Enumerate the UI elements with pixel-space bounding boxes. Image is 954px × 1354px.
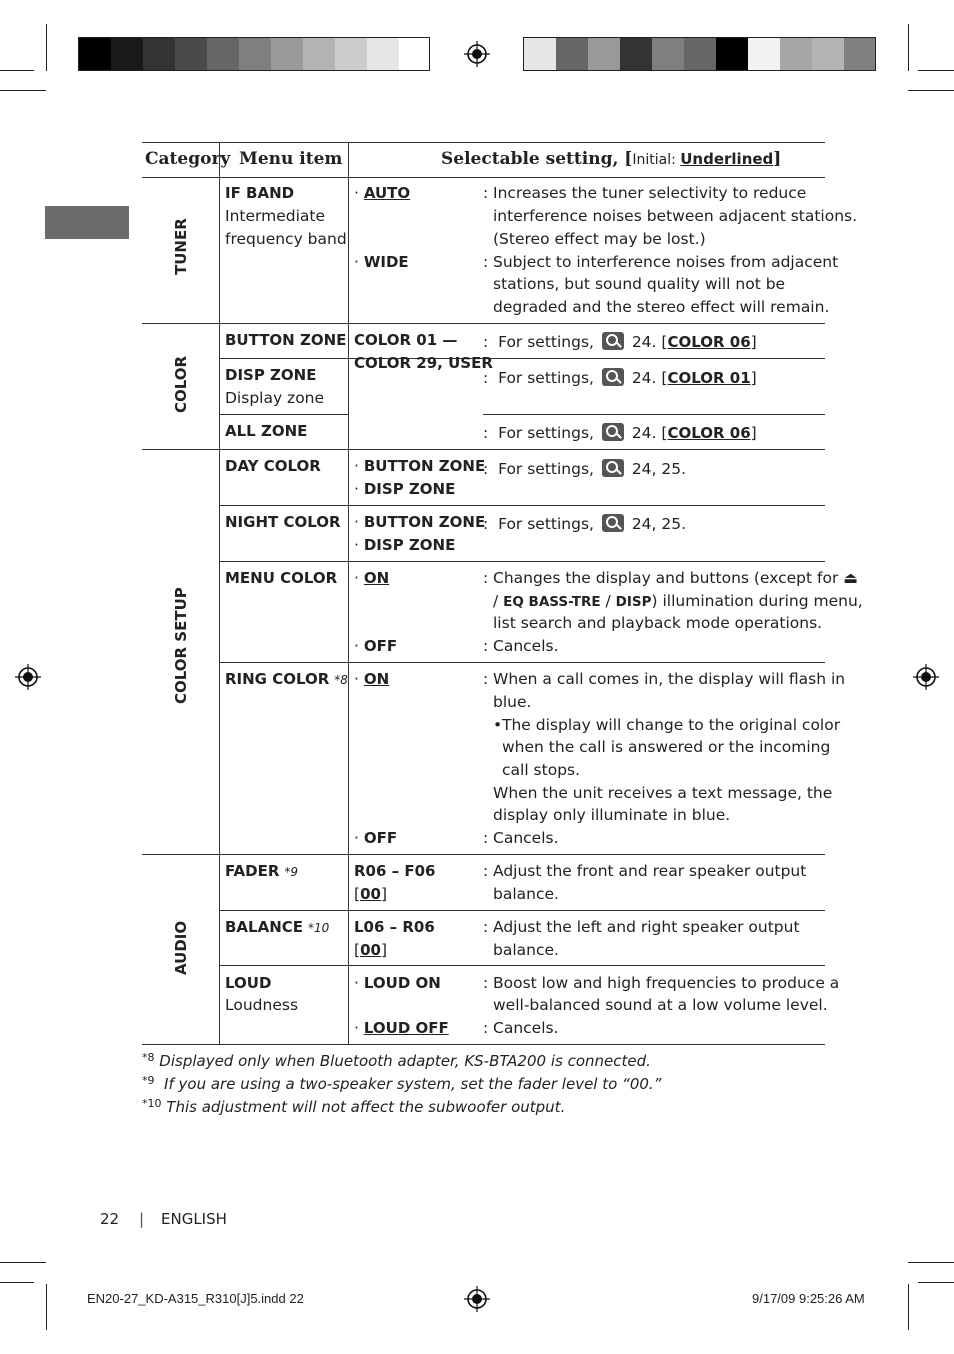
- option-off: · OFF: [354, 637, 398, 655]
- description: Changes the display and buttons (except for ⏏: [493, 569, 858, 587]
- swatch: [367, 38, 399, 70]
- description: list search and playback mode operations.: [493, 614, 823, 632]
- description: The display will change to the original color: [502, 716, 841, 734]
- table-rule: [142, 449, 825, 450]
- magnifier-icon: [602, 368, 624, 386]
- color-range: COLOR 29, USER: [354, 354, 493, 372]
- registration-mark-icon: [464, 1286, 490, 1312]
- page-separator: |: [139, 1210, 145, 1228]
- option-auto: · AUTO: [354, 184, 411, 202]
- column-rule: [219, 142, 220, 1044]
- magnifier-icon: [602, 514, 624, 532]
- description: When the unit receives a text message, the: [493, 784, 833, 802]
- page-language: ENGLISH: [161, 1210, 227, 1228]
- description: balance.: [493, 885, 559, 903]
- menu-item-sub: Intermediate: [225, 207, 326, 225]
- slug-date: 9/17/09 9:25:26 AM: [752, 1291, 865, 1306]
- table-rule: [219, 662, 825, 663]
- swatch: [143, 38, 175, 70]
- eject-icon: ⏏: [843, 569, 858, 587]
- swatch: [620, 38, 652, 70]
- fader-initial: [00]: [354, 885, 387, 903]
- description: Boost low and high frequencies to produce a: [493, 974, 840, 992]
- swatch: [271, 38, 303, 70]
- setting-ref: : For settings, 24. [COLOR 06]: [483, 333, 757, 351]
- table-rule: [219, 965, 825, 966]
- menu-item-all-zone: ALL ZONE: [225, 422, 308, 440]
- table-rule: [483, 414, 825, 415]
- description: When a call comes in, the display will flash in: [493, 670, 846, 688]
- menu-item-sub: Display zone: [225, 389, 325, 407]
- slug-file: EN20-27_KD-A315_R310[J]5.indd 22: [87, 1291, 304, 1306]
- crop-mark: [908, 1284, 909, 1330]
- category-audio: AUDIO: [172, 920, 190, 975]
- table-rule: [142, 1044, 825, 1045]
- option: · DISP ZONE: [354, 480, 456, 498]
- table-rule: [219, 910, 825, 911]
- colon: :: [483, 637, 489, 655]
- menu-item-day-color: DAY COLOR: [225, 457, 321, 475]
- page-number: 22: [100, 1210, 120, 1228]
- crop-mark: [908, 24, 909, 71]
- category-tuner: TUNER: [172, 218, 190, 275]
- swatch: [524, 38, 556, 70]
- swatch: [239, 38, 271, 70]
- colon: :: [483, 918, 489, 936]
- footnote: $^{*10}$ This adjustment will not affect the subwoofer output.: [142, 1097, 566, 1116]
- crop-mark: [918, 1282, 954, 1283]
- description: display only illuminate in blue.: [493, 806, 731, 824]
- menu-item-ring-color: RING COLOR *8: [225, 670, 348, 688]
- swatch: [207, 38, 239, 70]
- category-color: COLOR: [172, 355, 190, 413]
- setting-ref: : For settings, 24. [COLOR 01]: [483, 369, 757, 387]
- magnifier-icon: [602, 423, 624, 441]
- swatch: [812, 38, 844, 70]
- swatch: [780, 38, 812, 70]
- table-rule: [142, 854, 825, 855]
- swatch: [111, 38, 143, 70]
- option: · DISP ZONE: [354, 536, 456, 554]
- crop-mark: [908, 1262, 954, 1263]
- menu-item-balance: BALANCE *10: [225, 918, 330, 936]
- option: · BUTTON ZONE: [354, 457, 486, 475]
- table-rule: [219, 358, 825, 359]
- colon: :: [483, 974, 489, 992]
- swatch: [399, 38, 429, 70]
- crop-mark: [0, 1262, 46, 1263]
- footnote: $^{*9}$ If you are using a two-speaker system, set the fader level to “00.”: [142, 1074, 662, 1093]
- swatch: [844, 38, 875, 70]
- magnifier-icon: [602, 459, 624, 477]
- table-rule: [142, 323, 825, 324]
- crop-mark: [918, 70, 954, 71]
- description: degraded and the stereo effect will remain.: [493, 298, 830, 316]
- description: call stops.: [502, 761, 581, 779]
- crop-mark: [46, 24, 47, 71]
- colon: :: [483, 1019, 489, 1037]
- registration-mark-icon: [913, 664, 939, 690]
- description: Cancels.: [493, 829, 559, 847]
- description: Increases the tuner selectivity to reduce: [493, 184, 807, 202]
- description: Adjust the front and rear speaker output: [493, 862, 807, 880]
- description: Adjust the left and right speaker output: [493, 918, 800, 936]
- swatch: [175, 38, 207, 70]
- option-wide: · WIDE: [354, 253, 409, 271]
- menu-item-night-color: NIGHT COLOR: [225, 513, 341, 531]
- colon: :: [483, 862, 489, 880]
- setting-ref: : For settings, 24. [COLOR 06]: [483, 424, 757, 442]
- swatch: [748, 38, 780, 70]
- description: balance.: [493, 941, 559, 959]
- description: Cancels.: [493, 637, 559, 655]
- option-on: · ON: [354, 569, 390, 587]
- swatch: [652, 38, 684, 70]
- balance-initial: [00]: [354, 941, 387, 959]
- crop-mark: [0, 1282, 34, 1283]
- swatch: [684, 38, 716, 70]
- balance-range: L06 – R06: [354, 918, 435, 936]
- colon: :: [483, 253, 489, 271]
- swatch: [335, 38, 367, 70]
- swatch: [716, 38, 748, 70]
- menu-item-disp-zone: DISP ZONE: [225, 366, 317, 384]
- color-range: COLOR 01 —: [354, 331, 458, 349]
- crop-mark: [908, 90, 954, 91]
- registration-mark-icon: [464, 41, 490, 67]
- header-selectable: Selectable setting, [Initial: Underlined]: [441, 149, 782, 169]
- description: when the call is answered or the incoming: [502, 738, 831, 756]
- description: Cancels.: [493, 1019, 559, 1037]
- description: / EQ BASS-TRE / DISP) illumination during menu,: [493, 592, 863, 610]
- colon: :: [483, 569, 489, 587]
- colon: :: [483, 670, 489, 688]
- crop-mark: [46, 1284, 47, 1330]
- description: blue.: [493, 693, 532, 711]
- swatch: [303, 38, 335, 70]
- table-rule: [219, 561, 825, 562]
- menu-item-sub: Loudness: [225, 996, 299, 1014]
- description: well-balanced sound at a low volume level.: [493, 996, 828, 1014]
- menu-item-button-zone: BUTTON ZONE: [225, 331, 347, 349]
- swatch: [556, 38, 588, 70]
- swatch: [588, 38, 620, 70]
- description: stations, but sound quality will not be: [493, 275, 786, 293]
- registration-mark-icon: [15, 664, 41, 690]
- setting-ref: : For settings, 24, 25.: [483, 460, 687, 478]
- swatch: [79, 38, 111, 70]
- table-rule: [219, 505, 825, 506]
- option: · BUTTON ZONE: [354, 513, 486, 531]
- setting-ref: : For settings, 24, 25.: [483, 515, 687, 533]
- description: (Stereo effect may be lost.): [493, 230, 706, 248]
- table-rule: [142, 142, 825, 143]
- category-color-setup: COLOR SETUP: [172, 587, 190, 704]
- header-category: Category: [145, 149, 231, 169]
- fader-range: R06 – F06: [354, 862, 436, 880]
- menu-item-menu-color: MENU COLOR: [225, 569, 338, 587]
- menu-item-if-band: IF BAND: [225, 184, 295, 202]
- option-loud-off: · LOUD OFF: [354, 1019, 449, 1037]
- footnote: $^{*8}$ Displayed only when Bluetooth adapter, KS-BTA200 is connected.: [142, 1051, 651, 1070]
- colon: :: [483, 829, 489, 847]
- table-rule: [142, 177, 825, 178]
- menu-item-fader: FADER *9: [225, 862, 298, 880]
- header-menu-item: Menu item: [239, 149, 343, 169]
- option-loud-on: · LOUD ON: [354, 974, 441, 992]
- magnifier-icon: [602, 332, 624, 350]
- option-off: · OFF: [354, 829, 398, 847]
- menu-item-loud: LOUD: [225, 974, 272, 992]
- description: Subject to interference noises from adjacent: [493, 253, 839, 271]
- table-rule: [219, 414, 348, 415]
- section-tab: [45, 206, 129, 239]
- description: interference noises between adjacent stations.: [493, 207, 858, 225]
- crop-mark: [0, 90, 46, 91]
- colon: :: [483, 184, 489, 202]
- menu-item-sub: frequency band: [225, 230, 347, 248]
- option-on: · ON: [354, 670, 390, 688]
- bullet: •: [493, 716, 503, 734]
- crop-mark: [0, 70, 34, 71]
- column-rule: [348, 142, 349, 1044]
